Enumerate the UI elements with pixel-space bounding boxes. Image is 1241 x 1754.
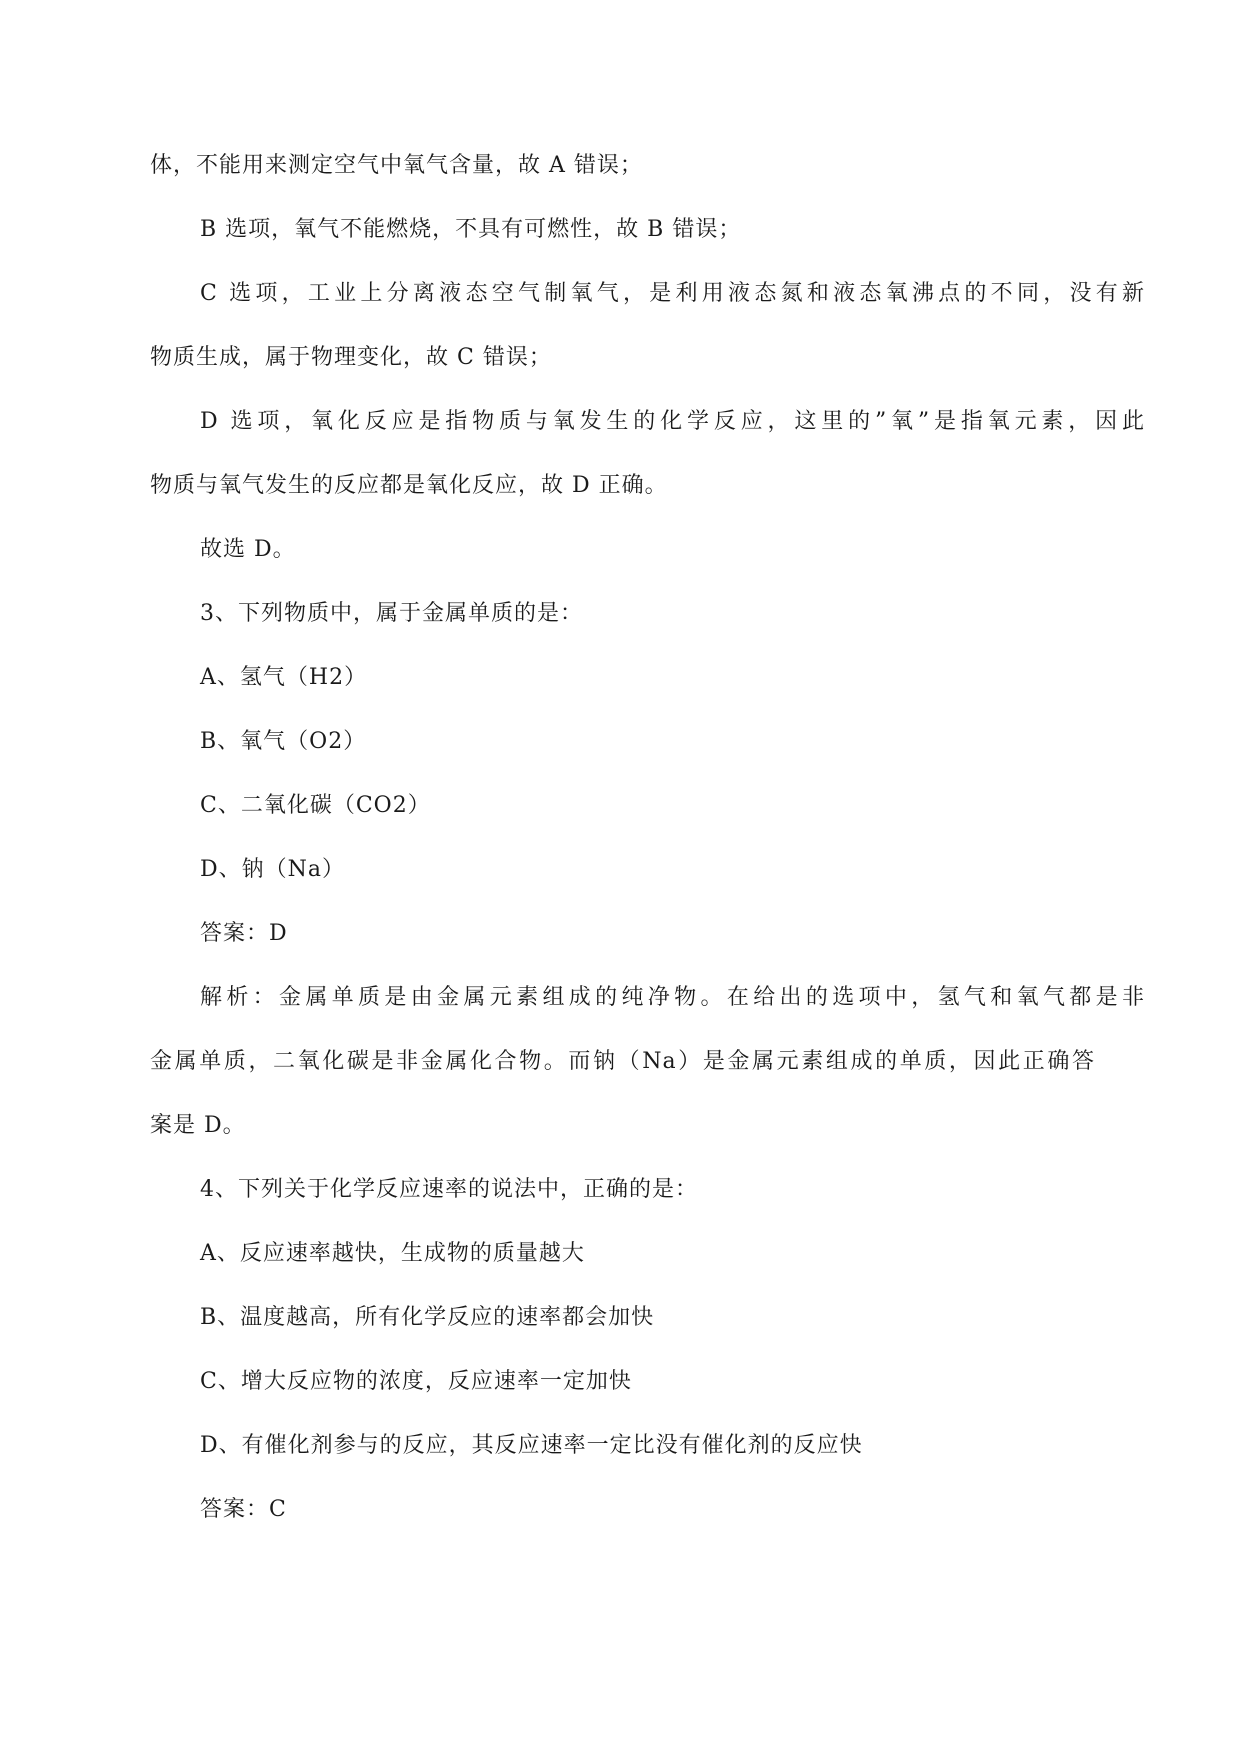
question-3-explanation-line-1: 解析：金属单质是由金属元素组成的纯净物。在给出的选项中，氢气和氧气都是非 — [200, 985, 1145, 1010]
text-line-4: 物质生成，属于物理变化，故 C 错误； — [150, 345, 552, 370]
text-line-6: 物质与氧气发生的反应都是氧化反应，故 D 正确。 — [150, 473, 668, 498]
question-4-option-b: B、温度越高，所有化学反应的速率都会加快 — [200, 1305, 655, 1330]
question-3-stem: 3、下列物质中，属于金属单质的是： — [200, 601, 583, 626]
question-3-option-b: B、氧气（O2） — [200, 729, 367, 754]
question-3-explanation-line-2: 金属单质，二氧化碳是非金属化合物。而钠（Na）是金属元素组成的单质，因此正确答 — [150, 1049, 1095, 1074]
question-4-answer: 答案：C — [200, 1497, 287, 1522]
document-page — [150, 134, 1145, 1542]
text-line-7: 故选 D。 — [200, 537, 296, 562]
question-4-option-c: C、增大反应物的浓度，反应速率一定加快 — [200, 1369, 632, 1394]
question-3-answer: 答案：D — [200, 921, 288, 946]
question-3-option-c: C、二氧化碳（CO2） — [200, 793, 431, 818]
text-line-2: B 选项，氧气不能燃烧，不具有可燃性，故 B 错误； — [200, 217, 742, 242]
question-3-option-d: D、钠（Na） — [200, 857, 346, 882]
question-3-option-a: A、氢气（H2） — [200, 665, 368, 690]
question-4-stem: 4、下列关于化学反应速率的说法中，正确的是： — [200, 1177, 698, 1202]
text-line-1: 体，不能用来测定空气中氧气含量，故 A 错误； — [150, 153, 643, 178]
question-3-explanation-line-3: 案是 D。 — [150, 1113, 246, 1138]
text-line-3: C 选项，工业上分离液态空气制氧气，是利用液态氮和液态氧沸点的不同，没有新 — [200, 281, 1145, 306]
question-4-option-a: A、反应速率越快，生成物的质量越大 — [200, 1241, 585, 1266]
question-4-option-d: D、有催化剂参与的反应，其反应速率一定比没有催化剂的反应快 — [200, 1433, 863, 1458]
text-line-5: D 选项，氧化反应是指物质与氧发生的化学反应，这里的”氧”是指氧元素，因此 — [200, 409, 1145, 434]
